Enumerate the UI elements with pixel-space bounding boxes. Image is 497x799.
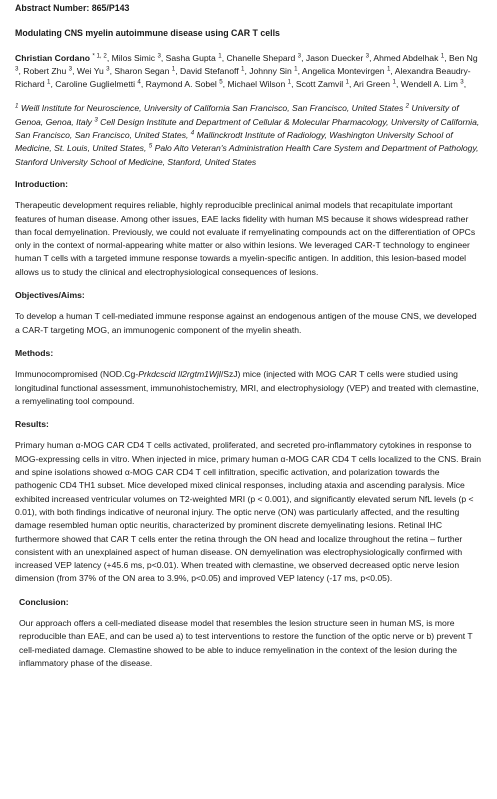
methods-text bbox=[15, 368, 483, 408]
results-text: Primary human α-MOG CAR CD4 T cells activated, proliferated, and secreted pro-inflammatory cytokines in response to MOG-expressing cells in vitro. When injected in mice, primary human α-MOG CAR CD4 T cells localized to the CNS. Brain and spine isolations showed α-MOG CAR CD4 T cell infiltration, specific activation, and polarization towards the pathogenic CD4 TH1 subset. Mice developed mixed clinical responses, including ataxia and ascending paralysis. Mice exhibited increased ventricular volumes on T2-weighted MRI (p < 0.001), and significantly elevated serum NfL levels (p < 0.01), with both findings indicative of neuronal injury. The optic nerve (ON) was particularly affected, and the resulting damage resembled human optic neuritis, characterized by prominent discrete demyelinating lesions. Retinal IHC furthermore showed that CAR T cells enter the retina through the ON head and localize throughout the retina – further consistent with an unexplained aspect of human disease. ON demyelination was electrophysiologically confirmed with increased VEP latency (+45.6 ms, p<0.01). When treated with clemastine, we observed decreased optic nerve lesion dimension (from 37% of the ON area to 3.9%, p<0.05) and improved VEP latency (-17 ms, p<0.05). bbox=[15, 440, 482, 584]
author-affiliation-marker: 1 bbox=[287, 78, 292, 86]
affiliation-marker: 5 bbox=[148, 142, 153, 150]
author-affiliation-marker: 3 bbox=[106, 65, 110, 73]
author-affiliation-marker: 1 bbox=[345, 78, 349, 86]
author-name: Sharon Segan bbox=[114, 65, 170, 76]
author-affiliation-marker: 1 bbox=[218, 52, 222, 60]
author-name: Alexandra Beaudry-Richard bbox=[15, 65, 471, 90]
methods-text-pre: Immunocompromised (NOD.Cg- bbox=[15, 369, 139, 380]
author-name: Scott Zamvil bbox=[295, 79, 344, 90]
abstract-number: Abstract Number: 865/P143 bbox=[15, 3, 130, 13]
affiliation-marker: 1 bbox=[15, 102, 19, 110]
affiliation-marker: 4 bbox=[190, 129, 195, 137]
conclusion-section bbox=[15, 596, 483, 670]
author-affiliation-marker: 3 bbox=[15, 65, 19, 73]
author-affiliation-marker: 1 bbox=[386, 65, 391, 73]
author-name: David Stefanoff bbox=[179, 65, 239, 76]
author-name: Ari Green bbox=[353, 79, 391, 90]
author-name: Sasha Gupta bbox=[165, 52, 216, 63]
affiliation-text: Weill Institute for Neuroscience, University of California San Francisco, San Francisco, United States bbox=[18, 103, 406, 114]
author-affiliation-marker: 3 bbox=[68, 65, 73, 73]
affiliation-text: University of Genoa, Genoa, Italy bbox=[15, 103, 459, 127]
affiliation-text: Palo Alto Veteran's Administration Health Care System and Department of Pathology, Stanford University School of Medicine, Stanford, United States bbox=[15, 143, 479, 167]
author-name: Christian Cordano bbox=[15, 52, 90, 63]
conclusion-text: Our approach offers a cell-mediated disease model that resembles the lesion structure seen in human MS, is more reproducible than EAE, and can be used a) to test interventions to restore the function of the optic nerve or b) prevent T cell-mediated damage. Clemastine showed to be able to induce remyelination in the context of the lesion during the inflammatory phase of the disease. bbox=[19, 617, 473, 668]
affiliation-text: Mallinckrodt Institute of Radiology, Washington University School of Medicine, St. Louis, United States, bbox=[15, 130, 453, 154]
affiliation-marker: 3 bbox=[94, 116, 98, 124]
author-name: Chanelle Shepard bbox=[226, 52, 296, 63]
author-list: Christian Cordano $^{* 1, 2}$, Milos Simic $^3$, Sasha Gupta $^1$, Chanelle Shepard $^3$, Jason Duecker $^3$, Ahmed Abdelhak $^1$, Ben Ng $^3$, Robert Zhu $^3$, Wei Yu $^3$, Sharon Segan $^1$, David Stefanoff $^1$, Johnny Sin $^1$, Angelica Montevirgen $^1$, Alexandra Beaudry-Richard $^1$, Caroline Guglielmetti $^4$, Raymond A. Sobel $^5$, Michael Wilson $^1$, Scott Zamvil $^1$, Ari Green $^1$, Wendell A. Lim $^3$, bbox=[15, 52, 478, 90]
author-name: Ben Ng bbox=[449, 52, 478, 63]
author-name: Johnny Sin bbox=[249, 65, 292, 76]
abstract-title: Modulating CNS myelin autoimmune disease using CAR T cells bbox=[15, 28, 280, 39]
author-name: Jason Duecker bbox=[305, 52, 364, 63]
author-affiliation-marker: 1 bbox=[392, 78, 396, 86]
methods-text-post: /SzJ) mice (injected with MOG CAR T cells were studied using longitudinal functional assessment, immunohistochemistry, MRI, and electrophysiology (VEP) and treated with clemastine, a remyelinating tool compound. bbox=[15, 369, 479, 406]
author-affiliation-marker: 5 bbox=[219, 78, 223, 86]
author-affiliation-marker: 3 bbox=[297, 52, 302, 60]
author-name: Ahmed Abdelhak bbox=[373, 52, 439, 63]
author-name: Milos Simic bbox=[111, 52, 156, 63]
conclusion-heading: Conclusion: bbox=[19, 596, 69, 607]
author-affiliation-marker: 1 bbox=[240, 65, 245, 73]
author-name: Caroline Guglielmetti bbox=[55, 79, 136, 90]
affiliation-list bbox=[15, 102, 483, 168]
author-affiliation-marker: 3 bbox=[157, 52, 161, 60]
mouse-strain-name: Prkdcscid Il2rgtm1Wjl bbox=[138, 369, 221, 380]
introduction-text: Therapeutic development requires reliable, highly reproducible preclinical animal models that recapitulate important features of human disease. Among other issues, EAE lacks fidelity with human MS because it shows widespread rather than focal demyelination. Previously, we could not evaluate if remyelinating compounds act on the differentiation of OPCs only in the context of normal-appearing white matter or also within lesions. We leveraged CAR-T technology to engineer human T cells with a targeted immune response towards a myelin-specific antigen. In addition, this lesion-based model allows us to study the clinical and electrophysiological consequences of lesions. bbox=[15, 200, 476, 277]
author-affiliation-marker: 1 bbox=[440, 52, 445, 60]
author-name: Angelica Montevirgen bbox=[301, 65, 385, 76]
author-affiliation-marker: * 1, 2 bbox=[92, 52, 107, 60]
author-name: Raymond A. Sobel bbox=[145, 79, 217, 90]
author-affiliation-marker: 3 bbox=[365, 52, 370, 60]
author-affiliation-marker: 1 bbox=[171, 65, 176, 73]
objectives-text: To develop a human T cell-mediated immune response against an endogenous antigen of the mouse CNS, we developed a CAR-T targeting MOG, an immunogenic component of the myelin sheath. bbox=[15, 311, 477, 335]
methods-heading: Methods: bbox=[15, 347, 54, 358]
objectives-heading: Objectives/Aims: bbox=[15, 290, 85, 301]
author-affiliation-marker: 1 bbox=[294, 65, 298, 73]
author-affiliation-marker: 1 bbox=[47, 78, 51, 86]
affiliation-marker: 2 bbox=[405, 102, 410, 110]
author-name: Michael Wilson bbox=[227, 79, 286, 90]
author-affiliation-marker: 3 bbox=[460, 78, 464, 86]
author-affiliation-marker: 4 bbox=[137, 78, 141, 86]
results-heading: Results: bbox=[15, 419, 49, 430]
author-name: Robert Zhu bbox=[23, 65, 67, 76]
introduction-heading: Introduction: bbox=[15, 178, 68, 189]
author-name: Wei Yu bbox=[76, 65, 104, 76]
affiliation-text: Cell Design Institute and Department of Cellular & Molecular Pharmacology, University of California, San Francisco, San Francisco, United States, bbox=[15, 116, 480, 141]
author-name: Wendell A. Lim bbox=[400, 79, 458, 90]
